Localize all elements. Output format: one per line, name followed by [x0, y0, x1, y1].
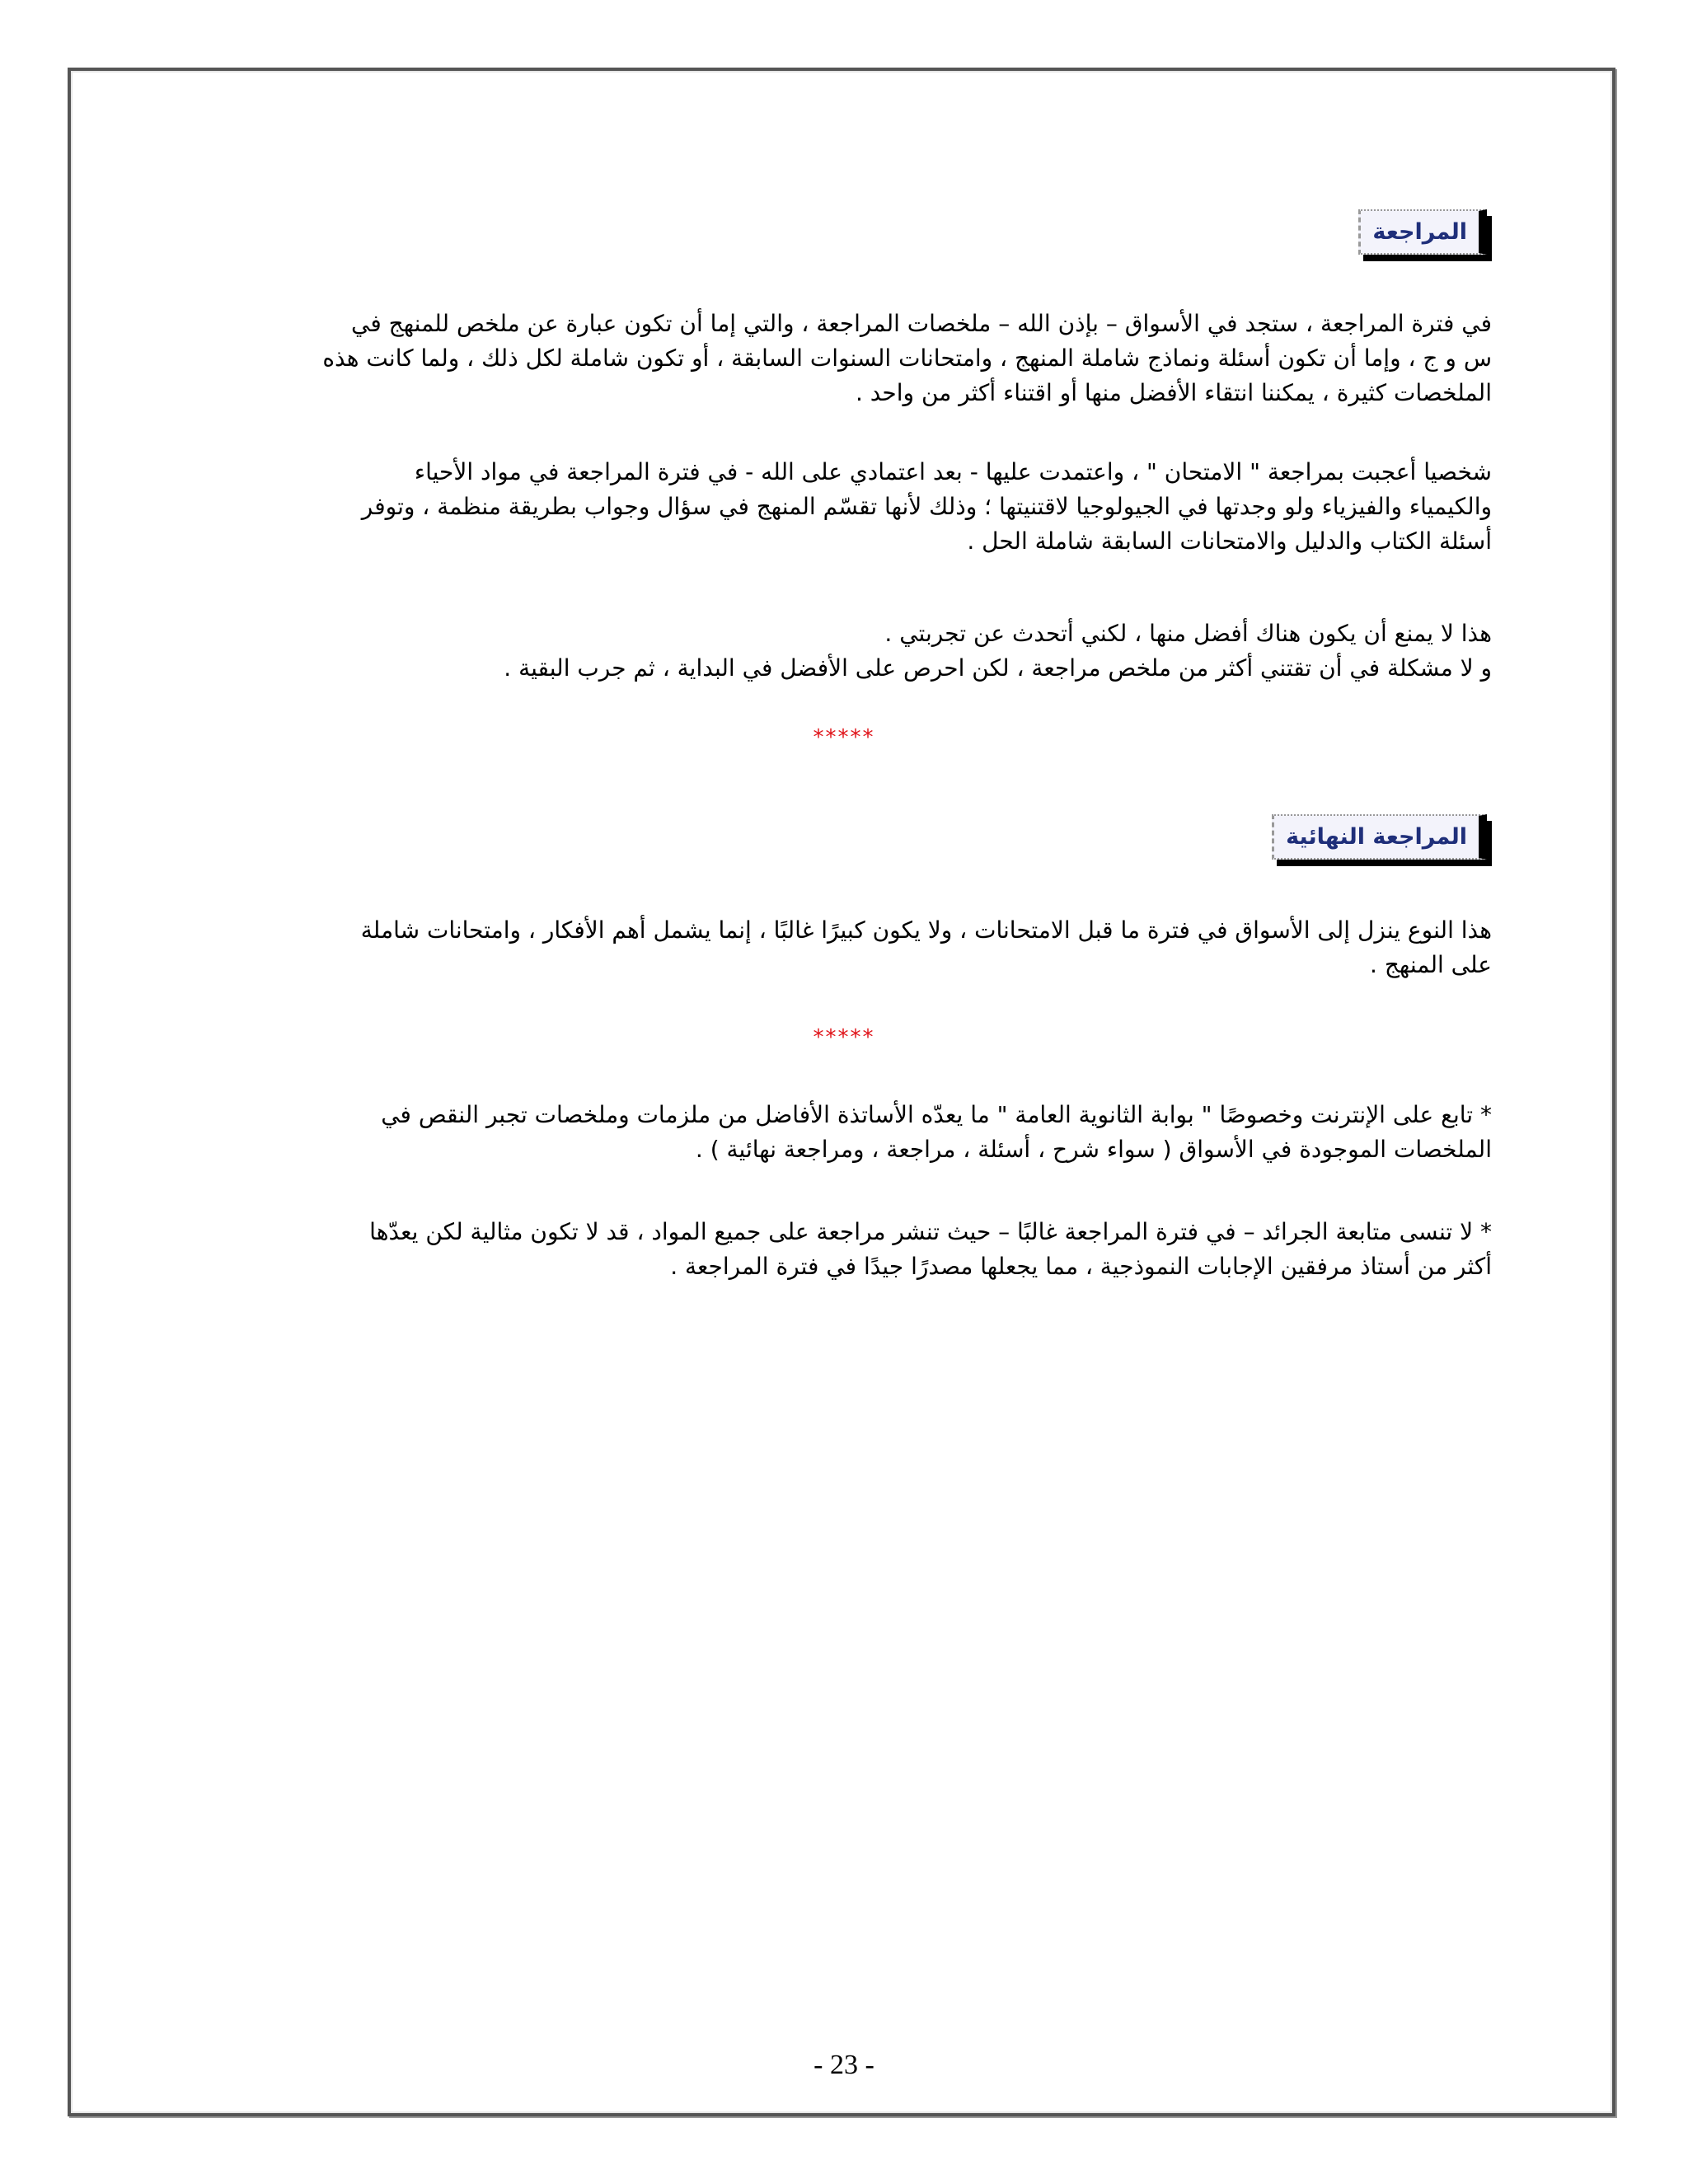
paragraph-line: * تابع على الإنترنت وخصوصًا " بوابة الثانوية العامة " ما يعدّه الأساتذة الأفاضل من ملزمات وملخصات تجبر النقص في [381, 1101, 1492, 1128]
paragraph-line: في فترة المراجعة ، ستجد في الأسواق – بإذن الله – ملخصات المراجعة ، والتي إما أن تكون عبارة عن ملخص للمنهج في [351, 310, 1492, 337]
section-heading-final-review: المراجعة النهائية [1272, 814, 1487, 860]
paragraph-line: هذا لا يمنع أن يكون هناك أفضل منها ، لكني أتحدث عن تجربتي . [884, 620, 1492, 647]
paragraph-line: أكثر من أستاذ مرفقين الإجابات النموذجية ، مما يجعلها مصدرًا جيدًا في فترة المراجعة . [670, 1253, 1492, 1280]
paragraph-final-review [201, 913, 1492, 982]
paragraph-line: شخصيا أعجبت بمراجعة " الامتحان " ، واعتمدت عليها - بعد اعتمادي على الله - في فترة المراجعة في مواد الأحياء [414, 458, 1492, 485]
page-number: - 23 - [814, 2050, 874, 2080]
section-heading-review: المراجعة [1358, 209, 1487, 255]
separator-stars: ***** [813, 1025, 875, 1050]
paragraph-review-intro [201, 307, 1492, 410]
paragraph-line: س و ج ، وإما أن تكون أسئلة ونماذج شاملة المنهج ، وامتحانات السنوات السابقة ، أو تكون شاملة لكل ذلك ، ولما كانت هذه [322, 344, 1492, 372]
paragraph-line: هذا النوع ينزل إلى الأسواق في فترة ما قبل الامتحانات ، ولا يكون كبيرًا غالبًا ، إنما يشمل أهم الأفكار ، وامتحانات شاملة [360, 916, 1492, 944]
paragraph-newspaper-tip [201, 1215, 1492, 1284]
paragraph-line: أسئلة الكتاب والدليل والامتحانات السابقة شاملة الحل . [967, 527, 1492, 555]
paragraph-line: على المنهج . [1370, 951, 1492, 978]
paragraph-internet-tip [201, 1098, 1492, 1167]
paragraph-line: و لا مشكلة في أن تقتني أكثر من ملخص مراجعة ، لكن احرص على الأفضل في البداية ، ثم جرب البقية . [504, 654, 1492, 682]
paragraph-line: الملخصات كثيرة ، يمكننا انتقاء الأفضل منها أو اقتناء أكثر من واحد . [855, 379, 1492, 406]
paragraph-personal-experience [201, 455, 1492, 559]
paragraph-recommendation [201, 616, 1492, 686]
paragraph-line: والكيمياء والفيزياء ولو وجدتها في الجيولوجيا لاقتنيتها ؛ وذلك لأنها تقسّم المنهج في سؤال وجواب بطريقة منظمة ، وتوفر [361, 493, 1492, 520]
paragraph-line: الملخصات الموجودة في الأسواق ( سواء شرح ، أسئلة ، مراجعة ، ومراجعة نهائية ) . [695, 1136, 1492, 1163]
separator-stars: ***** [813, 725, 875, 750]
paragraph-line: * لا تنسى متابعة الجرائد – في فترة المراجعة غالبًا – حيث تنشر مراجعة على جميع المواد ، قد لا تكون مثالية لكن يعدّها [369, 1218, 1492, 1245]
